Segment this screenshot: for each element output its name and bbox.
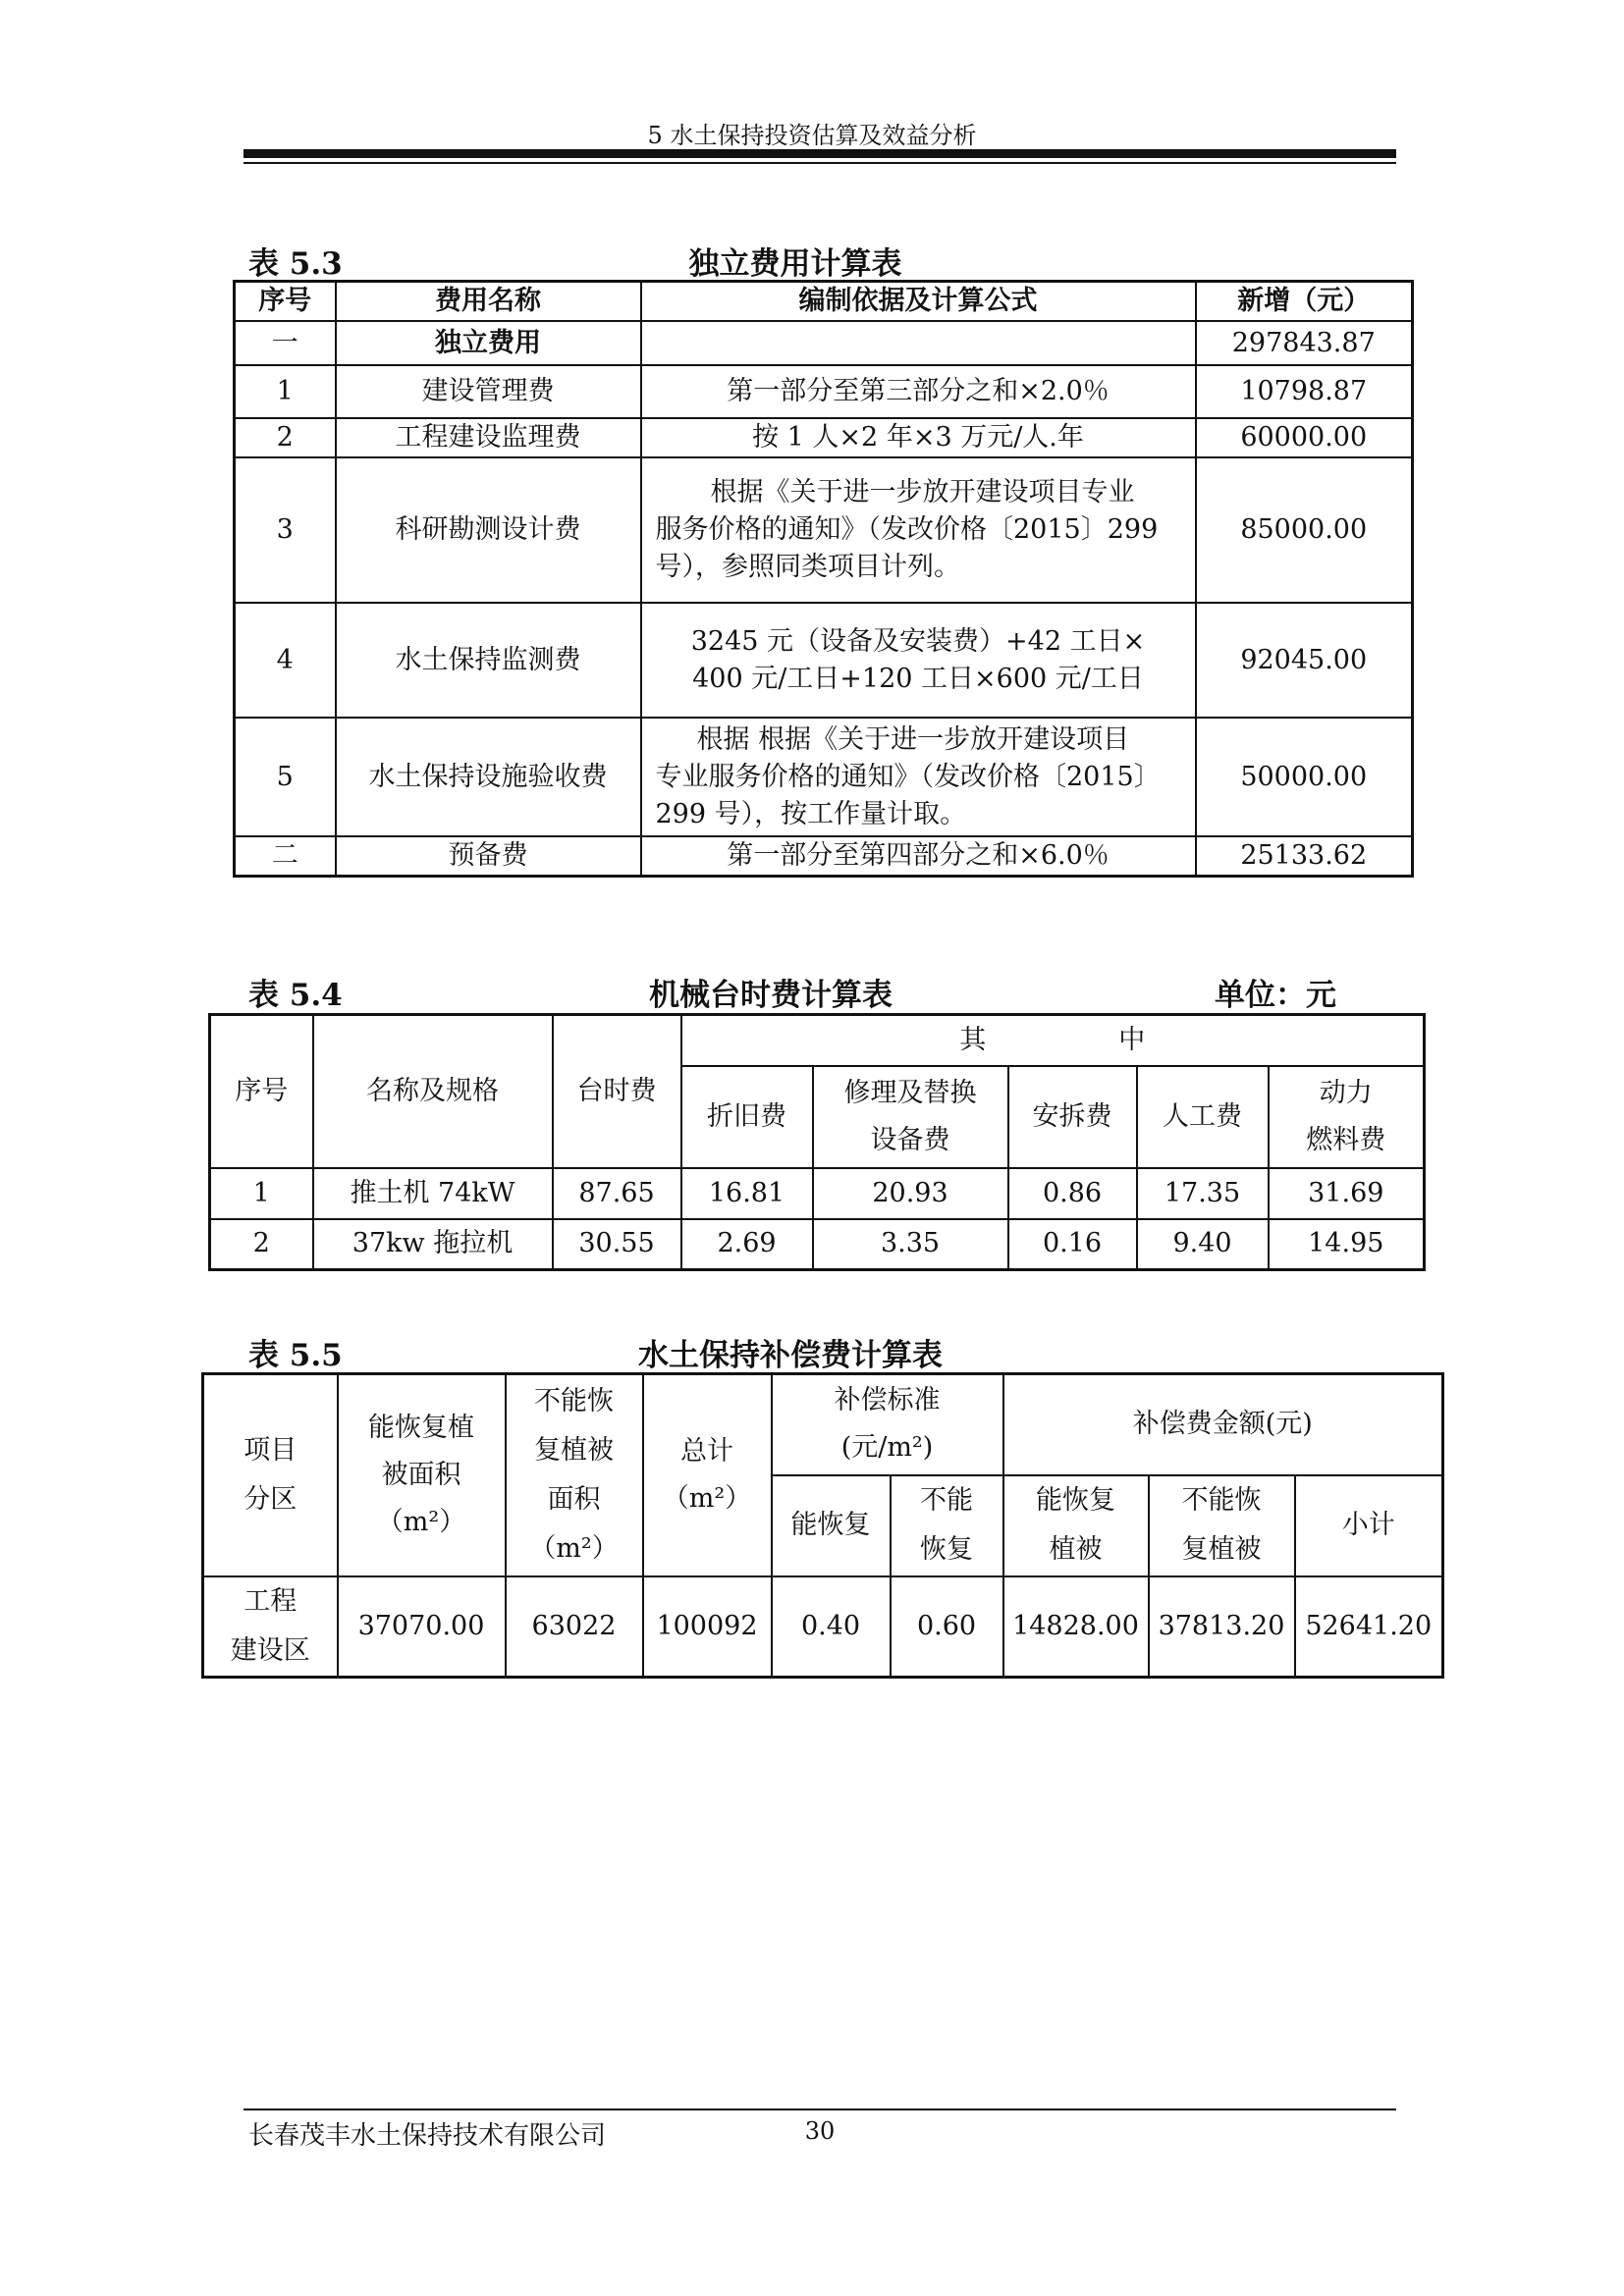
cell-basis (641, 457, 1196, 603)
col-group-header: 其 中 (681, 1015, 1425, 1066)
table-header-row (235, 282, 1413, 322)
basis-line: 400 元/工日+120 工日×600 元/工日 (692, 663, 1144, 694)
table-label: 表 5.5 (248, 1338, 343, 1373)
cell-install: 0.86 (1008, 1168, 1137, 1219)
col-header (203, 1374, 338, 1576)
table-label: 表 5.4 (248, 978, 343, 1013)
cell-no: 二 (235, 836, 336, 877)
basis-line: 3245 元（设备及安装费）+42 工日× (690, 625, 1146, 657)
cell-std-restorable: 0.40 (772, 1576, 891, 1678)
table-row (210, 1168, 1425, 1219)
col-header: 台时费 (553, 1015, 681, 1168)
col-header: 新增（元） (1196, 282, 1413, 322)
cell-basis: 按 1 人×2 年×3 万元/人.年 (641, 418, 1196, 457)
cell-name: 37kw 拖拉机 (313, 1219, 553, 1270)
cell-amount: 10798.87 (1196, 365, 1413, 418)
header-rule-thin (244, 162, 1396, 164)
col-header: 序号 (235, 282, 336, 322)
col-group-header (772, 1374, 1003, 1475)
header-line: 恢复 (920, 1534, 973, 1565)
cell-name: 水土保持设施验收费 (336, 718, 641, 836)
header-line: （m²） (529, 1532, 619, 1564)
header-line: 不能 (920, 1485, 973, 1516)
table-5-4-caption (0, 970, 1624, 1013)
table-row (203, 1576, 1443, 1678)
basis-line: 服务价格的通知》（发改价格〔2015〕299 (655, 514, 1159, 545)
cell-depreciation: 2.69 (681, 1219, 813, 1270)
cell-name: 独立费用 (336, 321, 641, 365)
cell-hourly: 87.65 (553, 1168, 681, 1219)
cell-repair: 3.35 (813, 1219, 1008, 1270)
cell-basis (641, 718, 1196, 836)
cell-depreciation: 16.81 (681, 1168, 813, 1219)
cell-no: 2 (235, 418, 336, 457)
col-header (338, 1374, 506, 1576)
table-5-5 (201, 1372, 1444, 1679)
col-header: 小计 (1295, 1475, 1443, 1576)
cell-amount: 92045.00 (1196, 603, 1413, 718)
table-row (210, 1219, 1425, 1270)
cell-line: 建设区 (230, 1634, 310, 1666)
col-header (506, 1374, 643, 1576)
header-line: 设备费 (870, 1124, 950, 1155)
cell-labor: 17.35 (1137, 1168, 1269, 1219)
cell-restorable-area: 37070.00 (338, 1576, 506, 1678)
cell-basis: 第一部分至第四部分之和×6.0％ (641, 836, 1196, 877)
table-unit: 单位：元 (1215, 978, 1336, 1013)
table-5-4 (208, 1013, 1426, 1271)
header-line: (元/m²) (840, 1432, 934, 1464)
table-row (235, 603, 1413, 718)
col-header: 编制依据及计算公式 (641, 282, 1196, 322)
header-line: 动力 (1319, 1077, 1373, 1108)
cell-nonrestorable-area: 63022 (506, 1576, 643, 1678)
header-line: 分区 (244, 1483, 298, 1515)
cell-no: 4 (235, 603, 336, 718)
cell-fuel: 14.95 (1269, 1219, 1425, 1270)
table-header-row (203, 1374, 1443, 1475)
cell-basis (641, 603, 1196, 718)
table-5-3-caption (0, 239, 1624, 282)
header-line: 面积 (547, 1483, 601, 1515)
header-line: （m²） (376, 1506, 466, 1537)
cell-subtotal: 52641.20 (1295, 1576, 1443, 1678)
table-5-5-caption (0, 1330, 1624, 1373)
col-header: 折旧费 (681, 1066, 813, 1168)
col-header: 人工费 (1137, 1066, 1269, 1168)
table-label: 表 5.3 (248, 246, 343, 282)
table-row (235, 418, 1413, 457)
header-line: 修理及替换 (843, 1077, 977, 1108)
cell-name: 工程建设监理费 (336, 418, 641, 457)
cell-no: 3 (235, 457, 336, 603)
header-line: 燃料费 (1306, 1124, 1386, 1155)
header-line: 总计 (680, 1435, 733, 1467)
basis-line: 根据《关于进一步放开建设项目专业 (710, 477, 1135, 507)
col-header (1003, 1475, 1149, 1576)
col-header (891, 1475, 1003, 1576)
header-line: 补偿标准 (834, 1385, 941, 1416)
cell-no: 1 (210, 1168, 313, 1219)
cell-amount: 60000.00 (1196, 418, 1413, 457)
cell-amount: 85000.00 (1196, 457, 1413, 603)
col-header (1269, 1066, 1425, 1168)
basis-line: 专业服务价格的通知》（发改价格〔2015〕 (655, 761, 1161, 792)
header-rule-thick (244, 149, 1396, 158)
header-line: 不能恢 (534, 1385, 614, 1416)
basis-line: 根据 根据《关于进一步放开建设项目 (696, 723, 1130, 755)
col-header (1149, 1475, 1295, 1576)
header-line: 不能恢 (1181, 1485, 1262, 1516)
cell-name: 预备费 (336, 836, 641, 877)
header-line: 项目 (244, 1434, 298, 1466)
col-header: 名称及规格 (313, 1015, 553, 1168)
cell-name: 建设管理费 (336, 365, 641, 418)
header-line: 植被 (1049, 1534, 1103, 1565)
cell-name: 科研勘测设计费 (336, 457, 641, 603)
table-title: 机械台时费计算表 (649, 978, 893, 1013)
cell-labor: 9.40 (1137, 1219, 1269, 1270)
cell-name: 水土保持监测费 (336, 603, 641, 718)
table-row (235, 718, 1413, 836)
col-header: 费用名称 (336, 282, 641, 322)
cell-basis (641, 321, 1196, 365)
col-header: 序号 (210, 1015, 313, 1168)
cell-install: 0.16 (1008, 1219, 1137, 1270)
header-line: 复植被 (534, 1434, 614, 1466)
header-line: 复植被 (1181, 1534, 1262, 1565)
header-line: 被面积 (381, 1459, 461, 1490)
cell-no: 5 (235, 718, 336, 836)
col-group-header: 补偿费金额(元) (1003, 1374, 1443, 1475)
cell-repair: 20.93 (813, 1168, 1008, 1219)
table-row (235, 365, 1413, 418)
table-title: 水土保持补偿费计算表 (638, 1338, 943, 1373)
cell-total: 100092 (643, 1576, 772, 1678)
cell-hourly: 30.55 (553, 1219, 681, 1270)
col-header: 能恢复 (772, 1475, 891, 1576)
header-line: 能恢复 (1036, 1485, 1115, 1516)
cell-amount: 25133.62 (1196, 836, 1413, 877)
cell-no: 2 (210, 1219, 313, 1270)
cell-zone (203, 1576, 338, 1678)
cell-basis: 第一部分至第三部分之和×2.0％ (641, 365, 1196, 418)
table-row (235, 457, 1413, 603)
basis-line: 号），参照同类项目计列。 (655, 552, 960, 582)
page-number: 30 (804, 2117, 836, 2145)
footer-company: 长春茂丰水土保持技术有限公司 (248, 2121, 607, 2151)
col-header: 安拆费 (1008, 1066, 1137, 1168)
header-line: 能恢复植 (368, 1412, 474, 1443)
cell-amount: 297843.87 (1196, 321, 1413, 365)
cell-name: 推土机 74kW (313, 1168, 553, 1219)
basis-line: 299 号），按工作量计取。 (655, 798, 967, 829)
table-header-row (210, 1015, 1425, 1066)
cell-fuel: 31.69 (1269, 1168, 1425, 1219)
col-header (813, 1066, 1008, 1168)
table-row (235, 836, 1413, 877)
cell-no: 一 (235, 321, 336, 365)
cell-line: 工程 (244, 1585, 298, 1617)
table-title: 独立费用计算表 (688, 246, 902, 282)
footer-rule (244, 2109, 1396, 2110)
header-line: （m²） (662, 1482, 752, 1514)
cell-std-nonrestorable: 0.60 (891, 1576, 1003, 1678)
table-row (235, 321, 1413, 365)
cell-amt-nonrestorable: 37813.20 (1149, 1576, 1295, 1678)
table-5-3 (233, 280, 1414, 878)
cell-amt-restorable: 14828.00 (1003, 1576, 1149, 1678)
cell-amount: 50000.00 (1196, 718, 1413, 836)
running-header: 5 水土保持投资估算及效益分析 (647, 122, 977, 149)
col-header (643, 1374, 772, 1576)
cell-no: 1 (235, 365, 336, 418)
